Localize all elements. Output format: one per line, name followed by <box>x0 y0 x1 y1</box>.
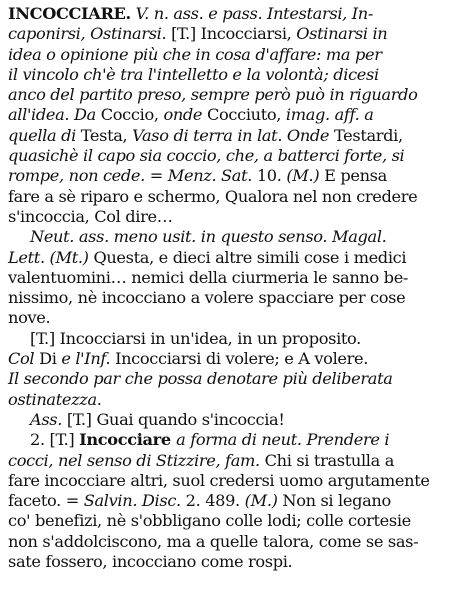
headword: Incocciare <box>79 430 177 450</box>
italic-text: quasichè il capo sia coccio, che, a batterci forte, si <box>8 146 405 166</box>
text-line <box>8 308 466 328</box>
italic-text: rompe, non cede. = Menz. Sat. <box>8 166 257 186</box>
text-line <box>8 166 466 186</box>
text-line <box>8 288 466 308</box>
text-run: E pensa <box>324 166 387 186</box>
text-run: 10. <box>256 166 287 186</box>
text-run: 2. [T.] <box>30 430 80 450</box>
text-line <box>8 4 466 24</box>
italic-text: quella di <box>8 125 81 145</box>
text-run: fare a sè riparo e schermo, Qualora nel non credere <box>8 186 418 206</box>
text-line <box>8 410 466 430</box>
italic-text: all'idea. Da <box>8 105 101 125</box>
italic-text: V. n. ass. e pass. Intestarsi, In- <box>130 4 373 23</box>
text-line <box>8 451 466 471</box>
italic-text: onde <box>163 105 207 125</box>
text-run: Cocciuto, <box>206 105 286 125</box>
italic-text: Lett. (Mt.) <box>8 247 94 267</box>
italic-text: il vincolo ch'è tra l'intelletto e la volontà; dicesi <box>8 64 379 84</box>
text-run: 2. 489. <box>185 491 245 511</box>
text-run: [T.] Incocciarsi, <box>166 24 297 44</box>
italic-text: l'Inf. <box>75 349 116 369</box>
italic-text: imag. aff. a <box>285 105 374 125</box>
text-line <box>8 552 466 572</box>
italic-text: Col <box>8 349 40 369</box>
text-run: Testa, <box>80 125 133 145</box>
text-run: fare incocciare altri, suol credersi uomo argutamente <box>8 470 430 490</box>
text-run: co' benefizi, nè s'obbligano colle lodi; colle cortesie <box>8 511 411 531</box>
text-run: [T.] Guai quando s'incoccia! <box>66 409 285 429</box>
text-run: Chi si trastulla a <box>264 450 394 470</box>
italic-text: Salvin. Disc. <box>83 491 186 511</box>
text-run: Testardi, <box>333 125 403 145</box>
italic-text: cocci, nel senso di Stizzire, fam. <box>8 450 265 470</box>
text-run: non s'addolciscono, ma a quelle talora, come se sas- <box>8 531 419 551</box>
text-line <box>8 268 466 288</box>
italic-text: Ostinarsi in <box>296 24 388 44</box>
italic-text: a forma di neut. Prendere i <box>176 430 390 450</box>
text-line <box>8 390 466 410</box>
text-line <box>8 369 466 389</box>
text-line <box>8 65 466 85</box>
text-run: Coccio, <box>100 105 164 125</box>
italic-text: Neut. ass. meno usit. in questo senso. Magal. <box>30 227 387 247</box>
dictionary-entry <box>8 4 466 572</box>
italic-text: (M.) <box>244 491 283 511</box>
text-line <box>8 146 466 166</box>
text-run: sate fossero, incocciano come rospi. <box>8 552 293 572</box>
text-line <box>8 349 466 369</box>
text-line <box>8 45 466 65</box>
text-line <box>8 187 466 207</box>
text-run: nissimo, nè incocciano a volere spacciare per cose <box>8 288 406 308</box>
text-run: faceto. = <box>8 491 84 511</box>
text-run: nove. <box>8 308 51 328</box>
text-run: Di <box>39 349 62 369</box>
text-run: Incocciarsi di volere; e A volere. <box>115 349 369 369</box>
text-line <box>8 227 466 247</box>
italic-text: Vaso di terra in lat. Onde <box>132 125 334 145</box>
text-run: s'incoccia, Col dire… <box>8 206 173 226</box>
italic-text: anco del partito preso, sempre però può in riguardo <box>8 85 418 105</box>
text-run: Questa, e dieci altre simili cose i medici <box>93 247 407 267</box>
text-line <box>8 491 466 511</box>
italic-text: (M.) <box>286 166 325 186</box>
text-line <box>8 511 466 531</box>
italic-text: e <box>61 349 76 369</box>
italic-text: idea o opinione più che in cosa d'affare: ma per <box>8 44 382 64</box>
text-line <box>8 471 466 491</box>
text-line <box>8 248 466 268</box>
text-run: valentuomini… nemici della ciurmeria le sanno be- <box>8 267 409 287</box>
text-line <box>8 430 466 450</box>
headword: INCOCCIARE. <box>8 4 131 23</box>
text-line <box>8 207 466 227</box>
text-line <box>8 532 466 552</box>
text-line <box>8 126 466 146</box>
italic-text: ostinatezza. <box>8 389 102 409</box>
italic-text: caponirsi, Ostinarsi. <box>8 24 167 44</box>
text-run: Non si legano <box>282 491 391 511</box>
text-line <box>8 24 466 44</box>
text-line <box>8 105 466 125</box>
text-run: [T.] Incocciarsi in un'idea, in un proposito. <box>30 328 361 348</box>
italic-text: Ass. <box>30 409 67 429</box>
italic-text: Il secondo par che possa denotare più deliberata <box>8 369 393 389</box>
text-line <box>8 85 466 105</box>
text-line <box>8 329 466 349</box>
